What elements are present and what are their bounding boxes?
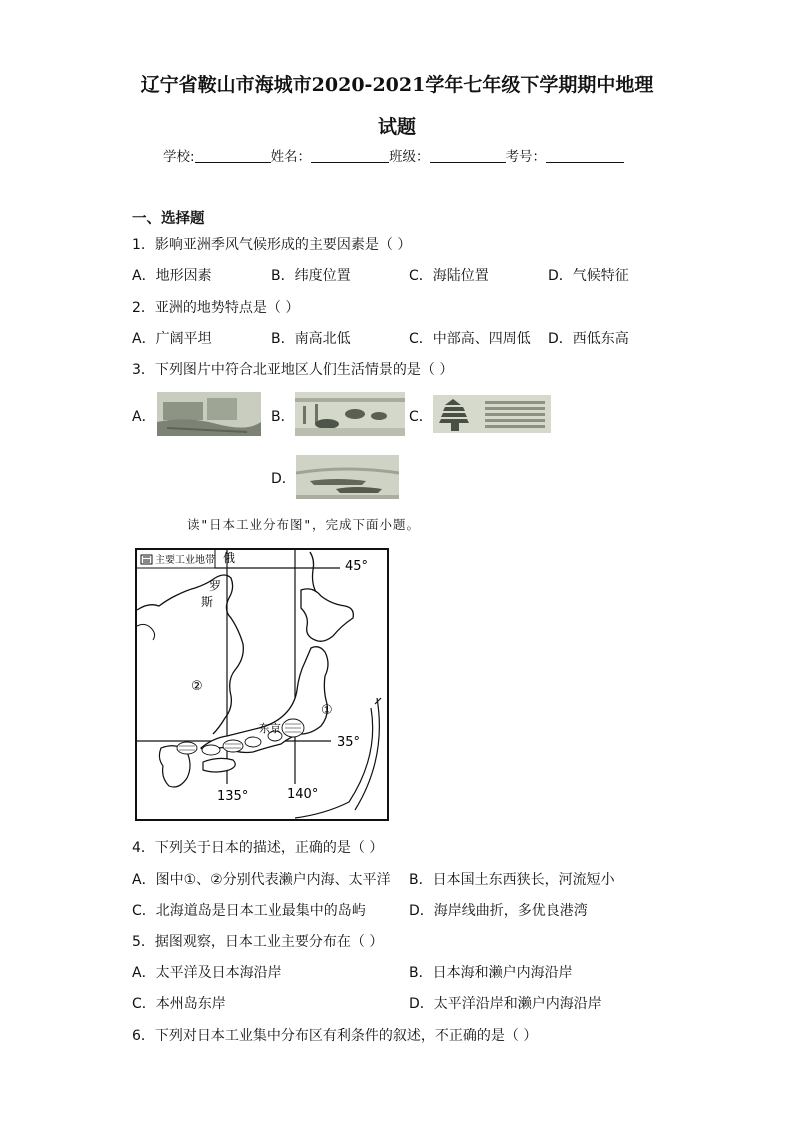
map-instruction: 读"日本工业分布图"，完成下面小题。 <box>187 517 421 532</box>
q4-stem: 4．下列关于日本的描述，正确的是（ ） <box>132 840 384 856</box>
q2-option-a[interactable]: A．广阔平坦 <box>132 331 212 347</box>
student-info-row <box>163 145 624 165</box>
exam-title-line2: 试题 <box>377 116 416 138</box>
q1-stem: 1．影响亚洲季风气候形成的主要因素是（ ） <box>132 237 412 253</box>
class-label: 班级： <box>389 149 430 165</box>
label-lat-45: 45° <box>345 559 369 574</box>
q3-picture-d[interactable] <box>296 455 399 499</box>
q1-option-b[interactable]: B．纬度位置 <box>271 268 351 284</box>
q3-stem: 3．下列图片中符合北亚地区人们生活情景的是（ ） <box>132 362 454 378</box>
q3-picture-b[interactable] <box>295 392 405 436</box>
q4-option-c[interactable]: C．北海道岛是日本工业最集中的岛屿 <box>132 903 366 919</box>
q1-option-a[interactable]: A．地形因素 <box>132 268 212 284</box>
q6-stem: 6．下列对日本工业集中分布区有利条件的叙述，不正确的是（ ） <box>132 1028 538 1044</box>
label-lon-140: 140° <box>287 787 319 802</box>
q5-option-a[interactable]: A．太平洋及日本海沿岸 <box>132 965 282 981</box>
number-label: 考号： <box>505 149 547 165</box>
q1-option-d[interactable]: D．气候特征 <box>548 268 629 284</box>
q5-stem: 5．据图观察，日本工业主要分布在（ ） <box>132 934 384 950</box>
japan-industry-map <box>135 548 389 821</box>
q3-option-c[interactable]: C． <box>409 409 433 425</box>
label-tokyo: 东京 <box>259 722 281 735</box>
shikoku-island <box>203 758 235 772</box>
number-blank[interactable] <box>546 148 624 163</box>
section-heading: 一、选择题 <box>132 211 205 227</box>
school-blank[interactable] <box>195 148 271 163</box>
label-lon-135: 135° <box>217 789 249 804</box>
name-blank[interactable] <box>311 148 389 163</box>
label-marker-1: ① <box>321 703 333 718</box>
q3-picture-a[interactable] <box>157 392 261 436</box>
exam-title-line1: 辽宁省鞍山市海城市2020-2021学年七年级下学期期中地理 <box>140 74 654 96</box>
q5-option-c[interactable]: C．本州岛东岸 <box>132 996 226 1012</box>
label-lat-35: 35° <box>337 735 361 750</box>
q2-option-d[interactable]: D．西低东高 <box>548 331 629 347</box>
q4-option-d[interactable]: D．海岸线曲折，多优良港湾 <box>409 903 588 919</box>
q3-option-a[interactable]: A． <box>132 409 156 425</box>
q2-option-c[interactable]: C．中部高、四周低 <box>409 331 531 347</box>
q4-option-a[interactable]: A．图中①、②分别代表濑户内海、太平洋 <box>132 872 391 888</box>
label-marker-2: ② <box>191 679 203 694</box>
school-label: 学校: <box>163 149 195 165</box>
q2-stem: 2．亚洲的地势特点是（ ） <box>132 300 300 316</box>
q5-option-b[interactable]: B．日本海和濑户内海沿岸 <box>409 965 573 981</box>
q4-option-b[interactable]: B．日本国土东西狭长，河流短小 <box>409 872 615 888</box>
q3-picture-c[interactable] <box>433 395 551 433</box>
legend-label: 主要工业地带 <box>155 555 215 566</box>
q3-option-b[interactable]: B． <box>271 409 295 425</box>
label-russia-3: 斯 <box>201 595 214 609</box>
class-blank[interactable] <box>430 148 506 163</box>
q2-option-b[interactable]: B．南高北低 <box>271 331 351 347</box>
q3-option-d[interactable]: D． <box>271 471 296 487</box>
label-russia-2: 罗 <box>209 579 222 593</box>
name-label: 姓名： <box>270 149 312 165</box>
q5-option-d[interactable]: D．太平洋沿岸和濑户内海沿岸 <box>409 996 602 1012</box>
q1-option-c[interactable]: C．海陆位置 <box>409 268 489 284</box>
label-russia-1: 俄 <box>223 551 236 565</box>
